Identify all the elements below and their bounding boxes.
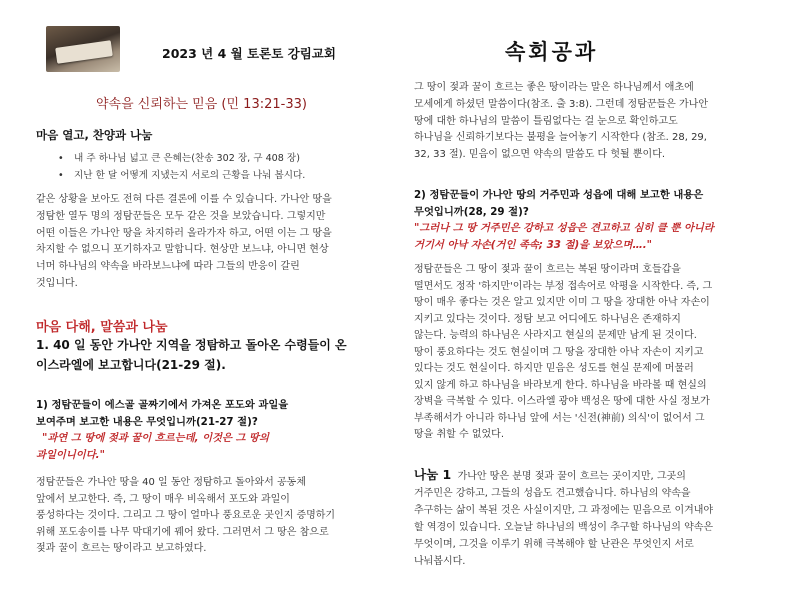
bullet-greeting: • 지난 한 달 어떻게 지냈는지 서로의 근황을 나눠 봅시다. xyxy=(58,167,305,184)
sharing-question-1: 나눔 1 가나안 땅은 분명 젖과 꿀이 흐르는 곳이지만, 그곳의 거주민은 강하고, 그들의 성읍도 견고했습니다. 하나님의 약속을 추구하는 삶이 복된 것은 사실이지만, 그 과정에는 믿음으로 이겨내야 할 역경이 있습니다. 오늘날 하나님의 백성이 추구할 하나님의 약속은 무엇이며, 그것을 이루기 위해 극복해야 할 난관은 무엇인지 서로 나눠봅시다. xyxy=(414,467,714,567)
intro-paragraph: 같은 상황을 보아도 전혀 다른 결론에 이를 수 있습니다. 가나안 땅을 정탐한 열두 명의 정탐꾼들은 모두 같은 것을 보았습니다. 그렇지만 어떤 이들은 가나안 땅을 차지하러 올라가자 하고, 어떤 이는 그 땅을 차지할 수 없으니 포기하자고 말합니다. 현상만 보느냐, 아니면 현상 너머 하나님의 약속을 바라보느냐에 따라 그들의 반응이 갈린 것입니다. xyxy=(36,194,332,289)
bullet-hymn: • 내 주 하나님 넓고 큰 은혜는(찬송 302 장, 구 408 장) xyxy=(58,150,305,167)
share-label: 나눔 1 xyxy=(414,467,452,482)
answer-paragraph-2: 정탐꾼들은 그 땅이 젖과 꿀이 흐르는 복된 땅이라며 호들갑을 떨면서도 정작 '하지만'이라는 부정 접속어로 악평을 시작한다. 즉, 그 땅이 매우 좋다는 것은 알고 있지만 이미 그 땅을 장대한 아낙 자손이 지키고 있다는 것이다. 정탐 보고 어디에도 하나님은 존재하지 않는다. 능력의 하나님은 사라지고 현실의 문제만 남게 된 것이다. 땅이 풍요하다는 것도 현실이며 그 땅을 장대한 아낙 자손이 지키고 있다는 것도 현실이다. 하지만 믿음은 성도를 현실 문제에 머물러 있지 않게 하고 하나님을 바라보게 한다. 하나님을 바라볼 때 현실의 장벽을 극복할 수 있다. 이스라엘 광야 백성은 땅에 대한 사실 정보가 부족해서가 아니라 하나님 앞에 서는 '신전(神前) 의식'이 없어서 그 땅을 취할 수 없었다. xyxy=(414,264,713,440)
opening-heading: 마음 열고, 찬양과 나눔 xyxy=(36,128,153,142)
question-1: 1. 40 일 동안 가나안 지역을 정탐하고 돌아온 수령들이 온 이스라엘에 보고합니다(21-29 절). xyxy=(36,338,347,372)
quote-2: "그러나 그 땅 거주민은 강하고 성읍은 견고하고 심히 클 뿐 아니라 거기서 아낙 자손(거인 족속; 33 절)을 보았으며…." xyxy=(414,222,714,251)
page-title: 속회공과 xyxy=(505,39,599,64)
answer-paragraph-1: 정탐꾼들은 가나안 땅을 40 일 동안 정탐하고 돌아와서 공동체 앞에서 보고한다. 즉, 그 땅이 매우 비옥해서 포도와 과일이 풍성하다는 것이다. 그리고 그 땅이 얼마나 풍요로운 곳인지 증명하기 위해 포도송이를 나무 막대기에 꿰어 왔다. 그러면서 그 땅은 참으로 젖과 꿀이 흐르는 땅이라고 보고하였다. xyxy=(36,477,336,555)
question-1-1: 1) 정탐꾼들이 에스골 골짜기에서 가져온 포도와 과일을 보여주며 보고한 내용은 무엇입니까(21-27 절)? xyxy=(36,399,289,428)
quote-1: "과연 그 땅에 젖과 꿀이 흐르는데, 이것은 그 땅의 과일이니이다." xyxy=(36,432,269,461)
open-book-photo xyxy=(46,26,120,72)
section-heading: 마음 다해, 말씀과 나눔 xyxy=(36,320,168,335)
church-header: 2023 년 4 월 토론토 강림교회 xyxy=(162,46,336,61)
lesson-title: 약속을 신뢰하는 믿음 (민 13:21-33) xyxy=(96,97,307,112)
opening-bullets xyxy=(58,150,305,184)
right-paragraph-1: 그 땅이 젖과 꿀이 흐르는 좋은 땅이라는 말은 하나님께서 애초에 모세에게 하셨던 말씀이다(참조. 출 3:8). 그런데 정탐꾼들은 가나안 땅에 대한 하나님의 말씀이 틀림없다는 걸 눈으로 확인하고도 하나님을 신뢰하기보다는 불평을 늘어놓기 시작한다 (참조. 28, 29, 32, 33 절). 믿음이 없으면 약속의 말씀도 다 헛될 뿐이다. xyxy=(414,82,709,161)
question-1-2: 2) 정탐꾼들이 가나안 땅의 거주민과 성읍에 대해 보고한 내용은 무엇입니까(28, 29 절)? xyxy=(414,189,704,218)
